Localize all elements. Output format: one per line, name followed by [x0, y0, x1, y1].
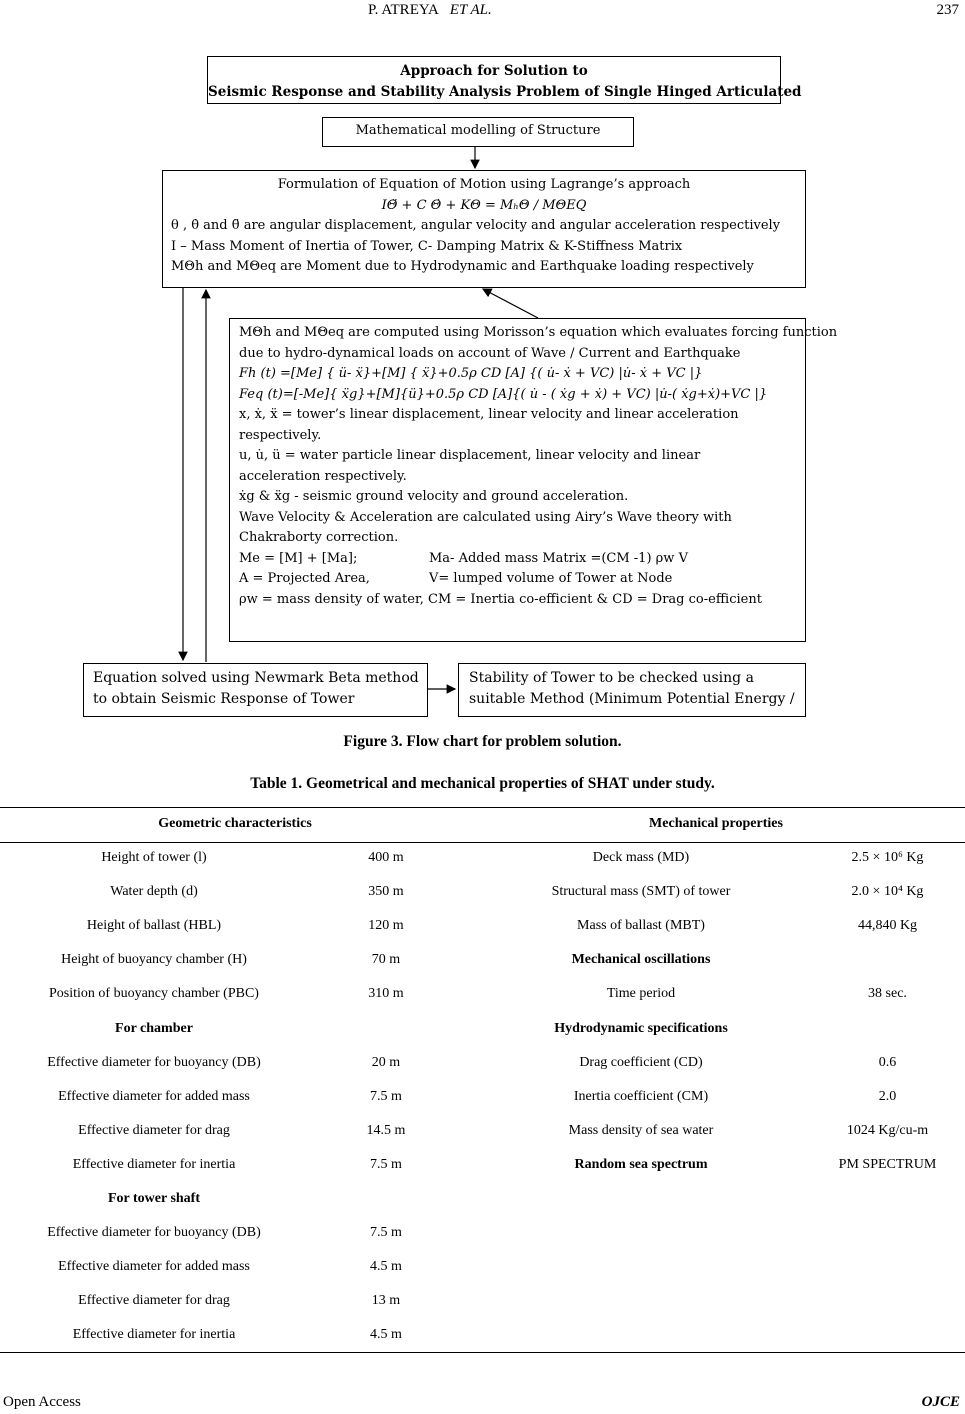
morison-line-14: ρw = mass density of water, CM = Inertia co-efficient & CD = Drag co-efficient [239, 591, 762, 607]
eq-line-1: Formulation of Equation of Motion using Lagrange’s approach [277, 177, 691, 192]
mechanical-value: 0.6 [878, 1054, 897, 1070]
mechanical-property: Mechanical oscillations [571, 952, 711, 968]
eq-line-3: θ , θ̇ and θ̈ are angular displacement, angular velocity and angular acceleration respectively [171, 218, 781, 233]
morison-line-5: x, ẋ, ẍ = tower’s linear displacement, linear velocity and linear acceleration [239, 407, 739, 422]
mechanical-value: 1024 Kg/cu-m [846, 1122, 929, 1138]
mechanical-value: 2.0 [878, 1088, 897, 1104]
geometric-property: Effective diameter for drag [78, 1122, 230, 1138]
morison-line-13a: A = Projected Area, [239, 571, 370, 586]
table-caption: Table 1. Geometrical and mechanical properties of SHAT under study. [250, 775, 715, 792]
geometric-property: Water depth (d) [110, 884, 198, 900]
mechanical-property: Random sea spectrum [574, 1156, 708, 1172]
geometric-value: 4.5 m [370, 1327, 402, 1343]
morison-line-10: Wave Velocity & Acceleration are calculated using Airy’s Wave theory with [239, 509, 732, 525]
mechanical-property: Drag coefficient (CD) [579, 1054, 703, 1070]
geometric-property: Height of ballast (HBL) [86, 918, 222, 934]
modelling-label: Mathematical modelling of Structure [355, 123, 601, 138]
morison-line-11: Chakraborty correction. [239, 530, 399, 545]
stability-line-2: suitable Method (Minimum Potential Energy / [469, 690, 795, 707]
mechanical-value: 2.0 × 10⁴ Kg [851, 884, 924, 900]
newmark-line-1: Equation solved using Newmark Beta method [93, 670, 419, 686]
geometric-property: Position of buoyancy chamber (PBC) [49, 986, 259, 1002]
geometric-value: 20 m [371, 1054, 401, 1070]
geometric-value: 13 m [371, 1293, 401, 1309]
mechanical-property: Structural mass (SMT) of tower [551, 884, 731, 900]
eq-line-5: MΘh and MΘeq are Moment due to Hydrodynamic and Earthquake loading respectively [171, 259, 754, 274]
morison-line-12a: Me = [M] + [Ma]; [239, 550, 358, 566]
morison-line-12b: Ma- Added mass Matrix =(CM -1) ρw V [429, 550, 688, 566]
geometric-property: Effective diameter for added mass [58, 1259, 250, 1275]
geometric-value: 400 m [368, 850, 404, 865]
morison-line-1: MΘh and MΘeq are computed using Morisson’s equation which evaluates forcing function [239, 325, 838, 340]
footer-open-access: Open Access [3, 1394, 81, 1410]
morison-line-7: u, u̇, ü = water particle linear displacement, linear velocity and linear [239, 448, 701, 463]
eq-line-4: I – Mass Moment of Inertia of Tower, C- Damping Matrix & K-Stiffness Matrix [171, 238, 683, 254]
morison-line-8: acceleration respectively. [239, 468, 407, 484]
geometric-property: Effective diameter for buoyancy (DB) [47, 1054, 261, 1070]
arrow-morison-to-equation [483, 289, 538, 318]
geometric-property: Effective diameter for drag [78, 1293, 230, 1309]
geometric-value: 4.5 m [370, 1259, 402, 1275]
mechanical-value: 38 sec. [868, 986, 907, 1002]
geometric-value: 7.5 m [370, 1225, 402, 1241]
mechanical-property: Mass density of sea water [568, 1122, 714, 1138]
morison-line-12 [239, 549, 796, 570]
flowchart-title-box [207, 56, 802, 104]
page-number: 237 [936, 2, 959, 18]
morison-line-6: respectively. [239, 427, 322, 443]
morison-line-9: ẋg & ẍg - seismic ground velocity and ground acceleration. [239, 489, 629, 504]
newmark-line-2: to obtain Seismic Response of Tower [93, 690, 355, 707]
geometric-value: 120 m [368, 918, 404, 934]
title-line-2: Seismic Response and Stability Analysis Problem of Single Hinged Articulated [208, 83, 802, 100]
geometric-value: 7.5 m [370, 1088, 402, 1104]
header-etal: ET AL. [449, 2, 492, 18]
geometric-property: Effective diameter for buoyancy (DB) [47, 1225, 261, 1241]
stability-box [458, 663, 806, 717]
morison-line-2: due to hydro-dynamical loads on account of Wave / Current and Earthquake [239, 345, 741, 361]
geometric-value: 70 m [371, 952, 401, 968]
mechanical-property: Deck mass (MD) [592, 850, 690, 865]
modelling-box [322, 117, 634, 147]
geometric-property: For chamber [115, 1020, 193, 1036]
geometric-property: Effective diameter for added mass [58, 1088, 250, 1104]
mechanical-value: PM SPECTRUM [838, 1156, 937, 1172]
mechanical-value: 44,840 Kg [857, 918, 918, 934]
title-line-1: Approach for Solution to [400, 63, 588, 79]
geometric-property: Height of buoyancy chamber (H) [61, 952, 247, 968]
newmark-box [83, 663, 428, 717]
morison-line-3: Fh (t) =[Me] { ü- ẍ}+[M] { ẍ}+0.5ρ CD [A] {( u̇- ẋ + VC) |u̇- ẋ + VC |} [239, 366, 703, 381]
morison-line-4: Feq (t)=[-Me]{ ẍg}+[M]{ü}+0.5ρ CD [A]{( u̇ - ( ẋg + ẋ) + VC) |u̇-( ẋg+ẋ)+VC |} [239, 386, 768, 402]
footer-journal: OJCE [921, 1394, 960, 1410]
geometric-property: Height of tower (l) [101, 850, 207, 865]
morison-line-13b: V= lumped volume of Tower at Node [429, 571, 673, 586]
table-head-rule [0, 842, 965, 843]
geometric-value: 14.5 m [366, 1122, 406, 1138]
morison-line-13 [239, 569, 796, 590]
geometric-value: 7.5 m [370, 1156, 402, 1172]
figure-caption: Figure 3. Flow chart for problem solution. [343, 733, 622, 750]
header-author: P. ATREYA [368, 2, 439, 18]
morison-equation-box [229, 318, 838, 642]
table-bottom-rule [0, 1352, 965, 1353]
table-top-rule [0, 807, 965, 808]
mechanical-property: Inertia coefficient (CM) [573, 1088, 709, 1104]
mechanical-property: Mass of ballast (MBT) [577, 918, 705, 934]
geometric-property: Effective diameter for inertia [72, 1156, 236, 1172]
mechanical-property: Hydrodynamic specifications [554, 1020, 728, 1036]
geometric-value: 310 m [368, 986, 404, 1002]
mechanical-value: 2.5 × 10⁶ Kg [851, 850, 924, 865]
eq-line-2: IΘ̈ + C Θ̇ + KΘ = MₕΘ / MΘEQ [381, 197, 587, 213]
equation-of-motion-box [162, 170, 806, 288]
table-header-mechanical: Mechanical properties [649, 816, 783, 831]
geometric-property: Effective diameter for inertia [72, 1327, 236, 1343]
mechanical-property: Time period [606, 986, 676, 1002]
geometric-value: 350 m [368, 884, 404, 900]
stability-line-1: Stability of Tower to be checked using a [469, 670, 754, 686]
geometric-property: For tower shaft [107, 1191, 201, 1206]
table-header-geometric: Geometric characteristics [158, 816, 312, 831]
